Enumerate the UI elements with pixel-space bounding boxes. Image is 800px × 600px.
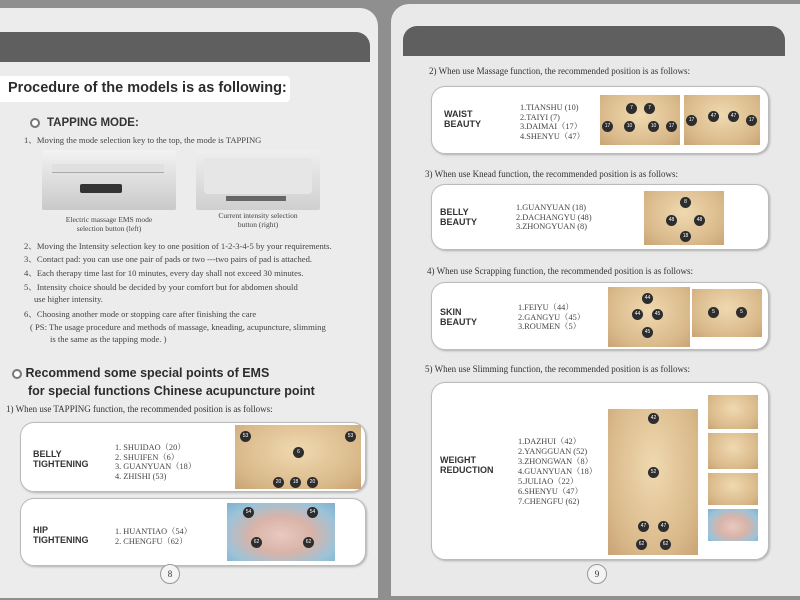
page-title-bar: [0, 76, 290, 102]
recommend-heading: Recommend some special points of EMS for special functions Chinese acupuncture point: [12, 364, 315, 400]
point-marker: 18: [680, 231, 691, 242]
tapping-heading-row: [30, 114, 139, 132]
intensity-selection-photo: [196, 150, 320, 210]
point-marker: 52: [648, 467, 659, 478]
waist-front-photo: [600, 95, 680, 145]
points-list: 1. SHUIDAO（20） 2. SHUIFEN（6） 3. GUANYUAN（18） 4. ZHISHI (53): [115, 443, 197, 481]
thumb-photo-3: [708, 473, 758, 505]
slimming-intro: 5) When use Slimming function, the recommended position is as follows:: [425, 364, 691, 374]
point-marker: 20: [273, 477, 284, 488]
point-marker: 47: [728, 111, 739, 122]
full-back-photo: [608, 409, 698, 555]
scrapping-intro: 4) When use Scrapping function, the recommended position is as follows:: [427, 266, 694, 276]
point-marker: 20: [307, 477, 318, 488]
massage-intro: 2) When use Massage function, the recommended position is as follows:: [429, 66, 691, 76]
point-marker: 42: [648, 413, 659, 424]
point-marker: 10: [624, 121, 635, 132]
point-marker: 62: [636, 539, 647, 550]
points-list: 1. HUANTIAO（54） 2. CHENGFU（62）: [115, 527, 192, 546]
card-label: WEIGHT REDUCTION: [440, 455, 494, 475]
skin-beauty-card: [431, 282, 769, 350]
point-marker: 7: [644, 103, 655, 114]
point-marker: 53: [240, 431, 251, 442]
right-page: [391, 4, 800, 596]
step-5: 5、Intensity choice should be decided by your comfort but for abdomen should: [24, 282, 298, 292]
point-marker: 17: [686, 115, 697, 126]
step-6: 6、Choosing another mode or stopping care after finishing the care: [24, 309, 257, 319]
ps-note: ( PS: The usage procedure and methods of massage, kneading, acupuncture, slimming: [30, 322, 326, 332]
point-marker: 45: [642, 327, 653, 338]
point-marker: 45: [652, 309, 663, 320]
weight-reduction-card: [431, 382, 769, 560]
hip-tightening-card: [20, 498, 366, 566]
left-page: [0, 8, 378, 598]
bullet-icon: [30, 118, 40, 128]
point-marker: 44: [632, 309, 643, 320]
card-label: BELLY TIGHTENING: [33, 449, 89, 469]
point-marker: 17: [746, 115, 757, 126]
point-marker: 62: [251, 537, 262, 548]
point-marker: 48: [666, 215, 677, 226]
point-marker: 18: [290, 477, 301, 488]
step-5-cont: use higher intensity.: [34, 294, 103, 304]
card-label: HIP TIGHTENING: [33, 525, 89, 545]
point-marker: 48: [694, 215, 705, 226]
page-title: Procedure of the models is as following:: [8, 80, 287, 96]
thumb-photo-4: [708, 509, 758, 541]
belly-beauty-card: [431, 184, 769, 250]
belly-tightening-card: [20, 422, 366, 492]
waist-beauty-card: [431, 86, 769, 154]
tapping-heading: TAPPING MODE:: [47, 117, 139, 130]
point-marker: 17: [666, 121, 677, 132]
points-list: 1.GUANYUAN (18) 2.DACHANGYU (48) 3.ZHONGYUAN (8): [516, 203, 592, 231]
back-photo: [608, 287, 690, 347]
belly-photo: [644, 191, 724, 245]
card-label: BELLY BEAUTY: [440, 207, 478, 227]
point-marker: 53: [345, 431, 356, 442]
point-marker: 17: [602, 121, 613, 132]
page-number: 9: [587, 564, 607, 584]
belly-small-photo: [692, 289, 762, 337]
page-number: 8: [160, 564, 180, 584]
point-marker: 44: [642, 293, 653, 304]
point-marker: 62: [660, 539, 671, 550]
waist-back-photo: [684, 95, 760, 145]
card-label: WAIST BEAUTY: [444, 109, 482, 129]
point-marker: 6: [293, 447, 304, 458]
hip-photo: [227, 503, 335, 561]
step-1: 1、Moving the mode selection key to the top, the mode is TAPPING: [24, 135, 262, 145]
point-marker: 8: [680, 197, 691, 208]
card-label: SKIN BEAUTY: [440, 307, 478, 327]
points-list: 1.DAZHUI（42） 2.YANGGUAN (52) 3.ZHONGWAN（8） 4.GUANYUAN（18） 5.JULIAO（22） 6.SHENYU（47） 7.CHENGFU (62): [518, 437, 598, 506]
right-header-band: [403, 26, 785, 56]
belly-photo: [235, 425, 361, 489]
point-marker: 5: [736, 307, 747, 318]
caption-right: Current intensity selection button (right): [218, 211, 298, 229]
points-list: 1.TIANSHU (10) 2.TAIYI (7) 3.DAIMAI（17） 4.SHENYU（47）: [520, 103, 585, 141]
caption-left: Electric massage EMS mode selection button (left): [65, 215, 153, 233]
point-marker: 54: [243, 507, 254, 518]
bullet-icon: [12, 369, 22, 379]
knead-intro: 3) When use Knead function, the recommended position is as follows:: [425, 169, 679, 179]
step-4: 4、Each therapy time last for 10 minutes, every day shall not exceed 30 minutes.: [24, 268, 304, 278]
point-marker: 10: [648, 121, 659, 132]
point-marker: 7: [626, 103, 637, 114]
left-header-band: [0, 32, 370, 62]
step-2: 2、Moving the Intensity selection key to one position of 1-2-3-4-5 by your requirements.: [24, 241, 332, 251]
thumb-photo-2: [708, 433, 758, 469]
point-marker: 62: [303, 537, 314, 548]
tapping-intro: 1) When use TAPPING function, the recommended position is as follows:: [6, 404, 273, 414]
mode-selection-photo: [42, 150, 176, 210]
point-marker: 54: [307, 507, 318, 518]
point-marker: 47: [638, 521, 649, 532]
step-3: 3、Contact pad: you can use one pair of pads or two ---two pairs of pad is attached.: [24, 254, 313, 264]
ps-note-cont: is the same as the tapping mode. ): [50, 334, 167, 344]
point-marker: 47: [708, 111, 719, 122]
points-list: 1.FEIYU（44） 2.GANGYU（45） 3.ROUMEN（5）: [518, 303, 586, 331]
thumb-photo-1: [708, 395, 758, 429]
point-marker: 47: [658, 521, 669, 532]
point-marker: 5: [708, 307, 719, 318]
